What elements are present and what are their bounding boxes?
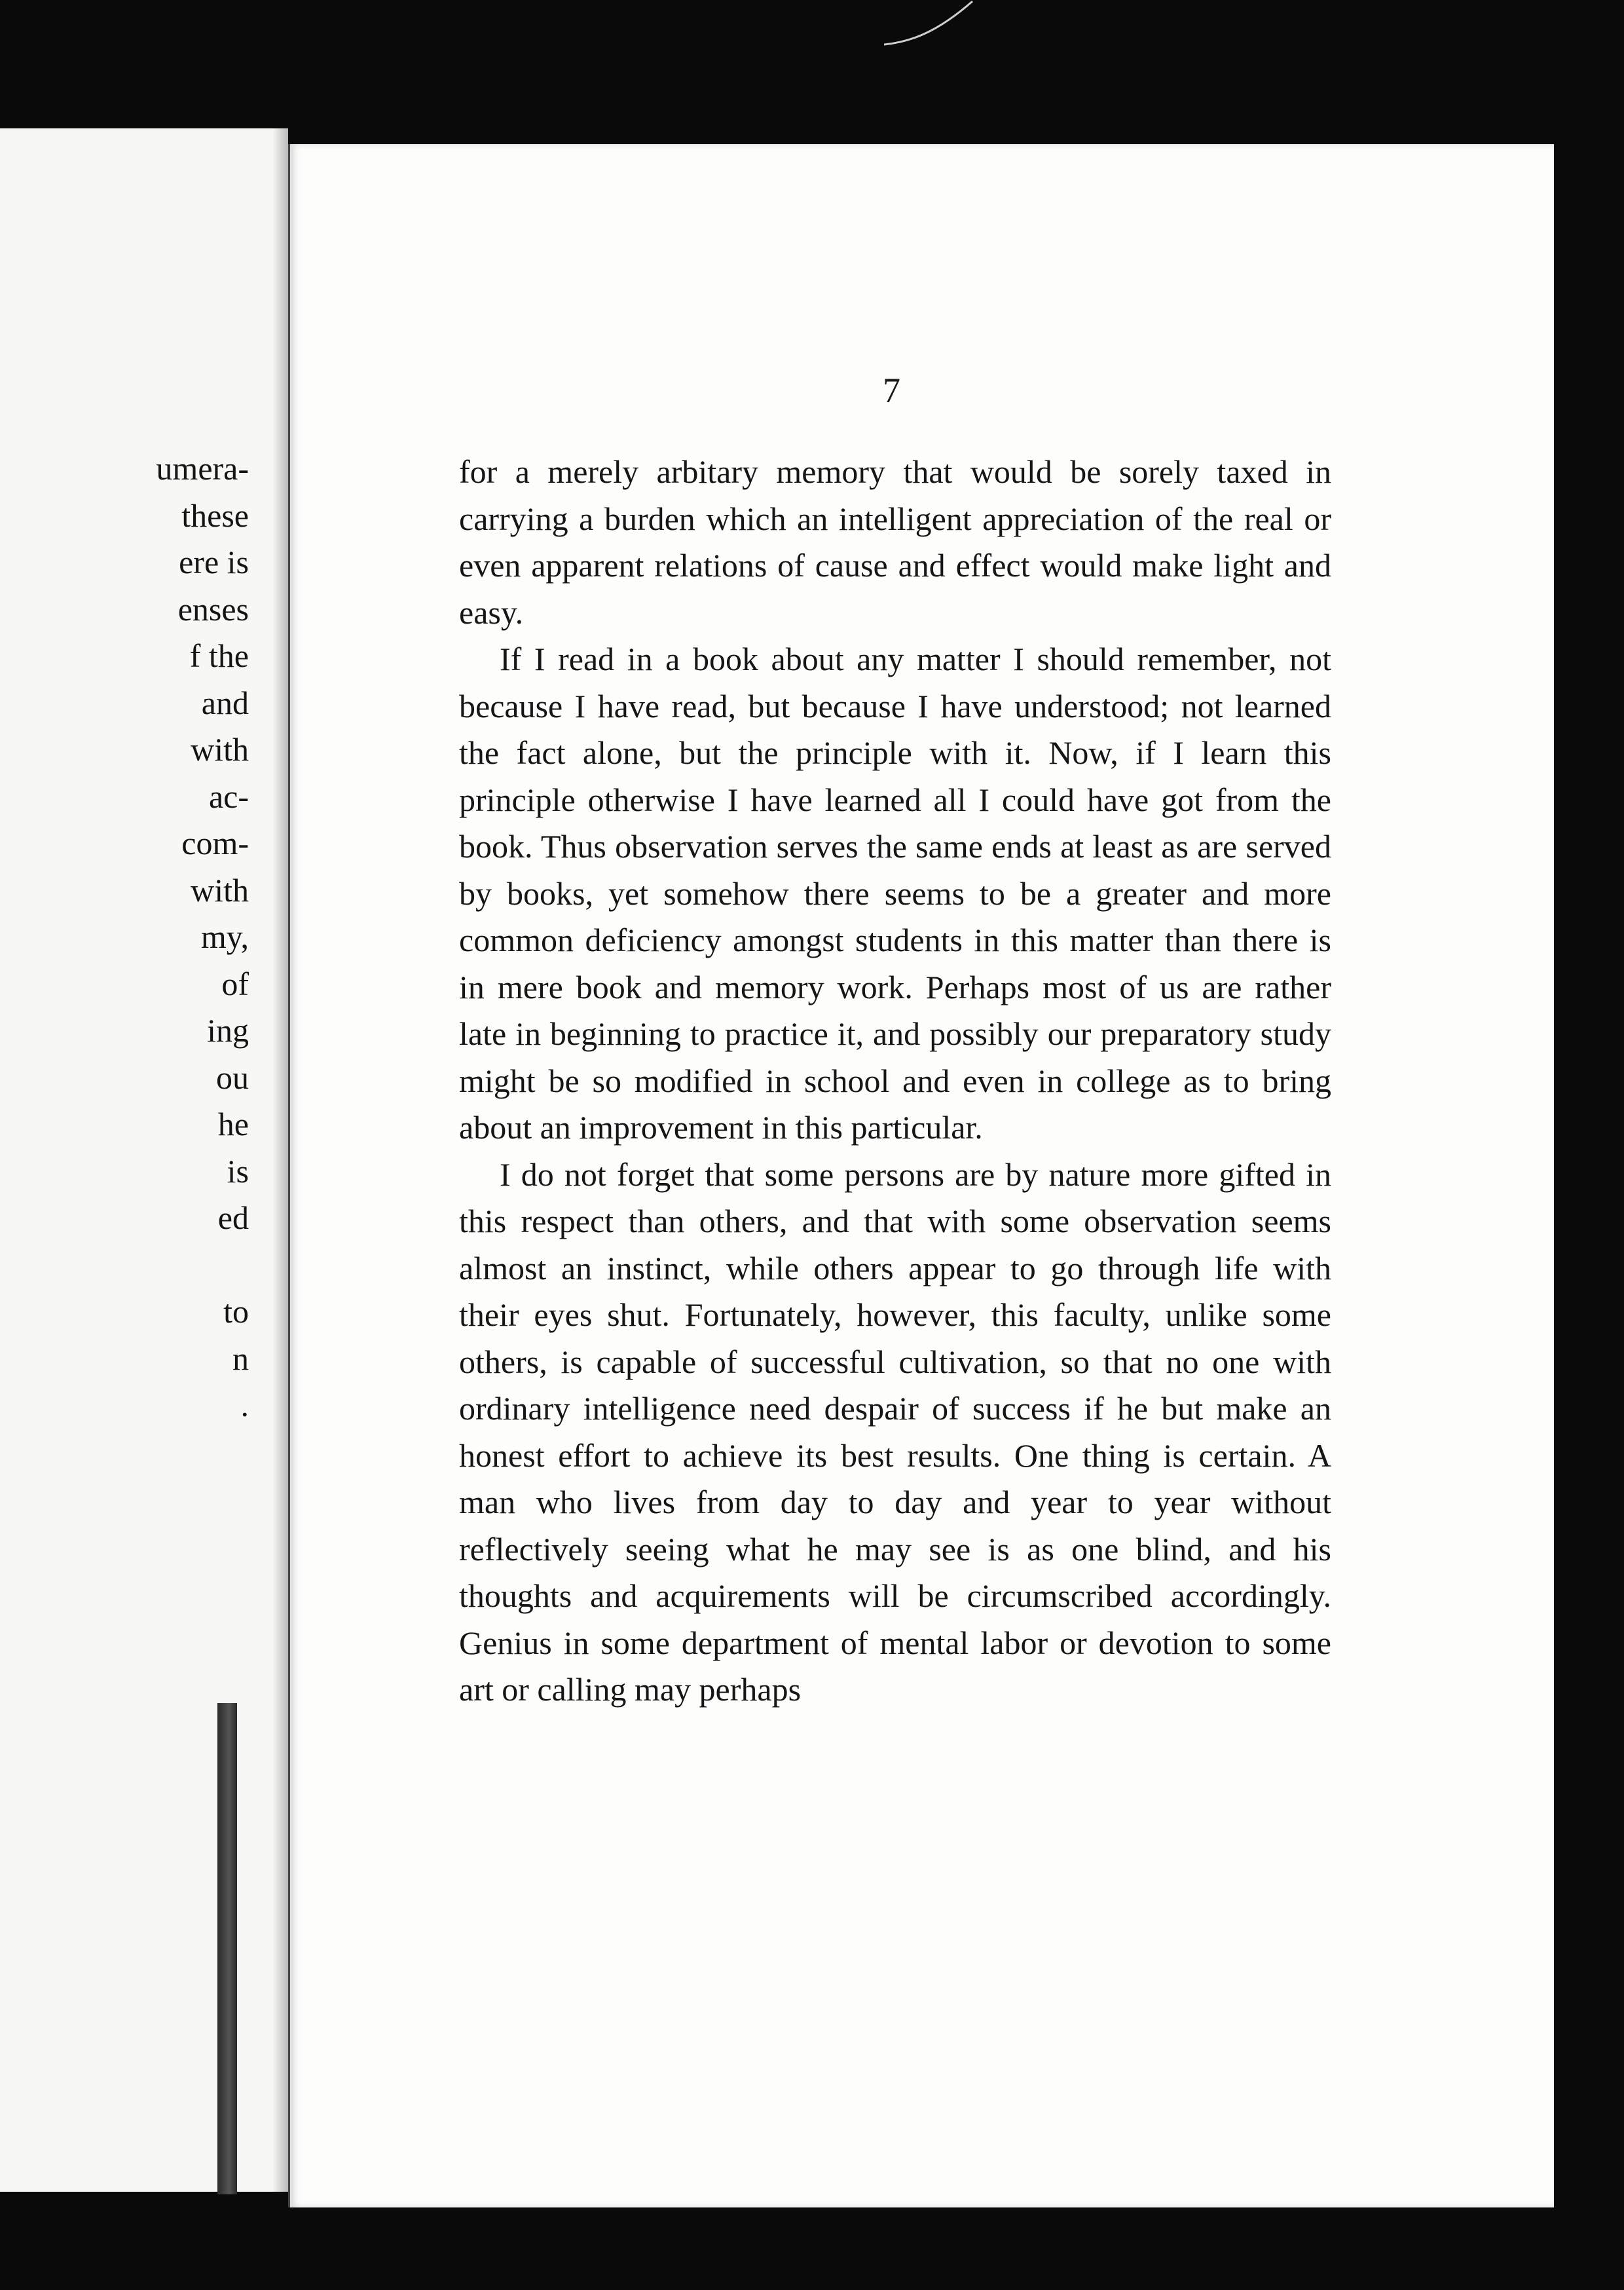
left-fragment: ac- <box>208 778 249 815</box>
left-fragment: my, <box>200 918 249 955</box>
paragraph: for a merely arbitary memory that would be sorely taxed in carrying a burden which an intelligent appreciation of the real or even apparent relations of cause and effect would make light and easy. <box>459 453 1331 631</box>
page-number: 7 <box>883 371 900 410</box>
left-page <box>0 128 288 2192</box>
left-fragment: com- <box>181 825 249 861</box>
left-fragment: ed <box>217 1199 249 1236</box>
left-fragment <box>156 1242 249 1289</box>
left-fragment: and <box>201 684 249 721</box>
left-fragment: he <box>217 1106 249 1142</box>
left-fragment: with <box>191 871 249 909</box>
page-gutter-shadow <box>272 128 288 2192</box>
left-fragment: umera- <box>156 450 249 487</box>
left-fragment: ou <box>216 1059 249 1096</box>
left-fragment: of <box>221 965 249 1002</box>
scratch-mark <box>884 0 976 46</box>
left-fragment: ere is <box>179 544 249 580</box>
left-fragment: f the <box>189 637 249 674</box>
body-text <box>459 449 1331 1714</box>
left-page-text-fragments <box>156 445 249 1429</box>
left-fragment: is <box>227 1152 249 1190</box>
paragraph: If I read in a book about any matter I should remember, not because I have read, but because I have understood; not learned the fact alone, but the principle with it. Now, if I learn this principle otherwise I have learned all I could have got from the book. Thus observation serves the same ends at least as are served by books, yet somehow there seems to be a greater and more common deficiency amongst students in this matter than there is in mere book and memory work. Perhaps most of us are rather late in beginning to practice it, and possibly our preparatory study might be so modified in school and even in college as to bring about an improvement in this particular. <box>459 641 1331 1146</box>
left-fragment: n <box>232 1340 249 1377</box>
left-fragment: with <box>191 731 249 768</box>
left-fragment: ing <box>207 1012 249 1049</box>
left-fragment: enses <box>177 590 249 628</box>
paragraph: I do not forget that some persons are by nature more gifted in this respect than others, and that with some observation seems almost an instinct, while others appear to go through life with their eyes shut. Fortunately, however, this faculty, unlike some others, is capable of successful cultivation, so that no one with ordinary intelligence need despair of success if he but make an honest effort to achieve its best results. One thing is certain. A man who lives from day to day and year to year without reflectively seeing what he may see is as one blind, and his thoughts and acquirements will be circumscribed accordingly. Genius in some department of mental labor or devotion to some art or calling may perhaps <box>459 1155 1331 1708</box>
left-fragment: to <box>223 1293 249 1330</box>
left-fragment: . <box>240 1387 249 1423</box>
book-spine <box>217 1703 237 2194</box>
right-page <box>288 144 1554 2207</box>
left-fragment: these <box>181 497 249 534</box>
